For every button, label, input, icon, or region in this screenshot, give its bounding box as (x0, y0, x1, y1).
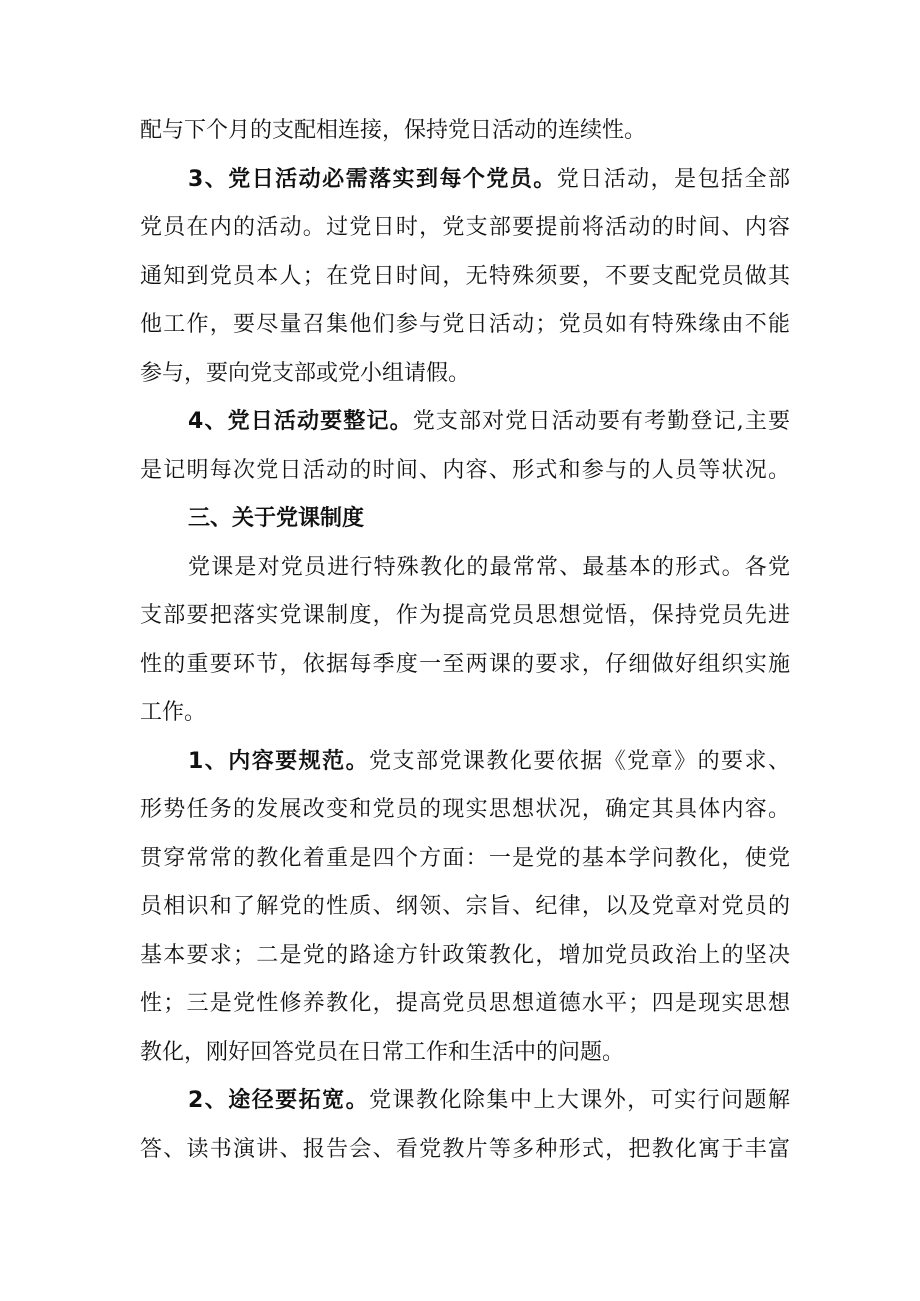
line-text: 教化，刚好回答党员在日常工作和生活中的问题。 (140, 1040, 625, 1065)
paragraph-line (188, 165, 790, 195)
paragraph-line (140, 941, 790, 971)
item-lead: 3、党日活动必需落实到每个党员。 (188, 167, 557, 192)
paragraph-line (140, 892, 790, 922)
paragraph-line (140, 310, 790, 340)
paragraph-line (188, 407, 790, 437)
line-text: 基本要求；二是党的路途方针政策教化，增加党员政治上的坚决 (140, 943, 790, 968)
line-text: 党课教化除集中上大课外，可实行问题解 (369, 1088, 790, 1113)
line-text: 配与下个月的支配相连接，保持党日活动的连续性。 (140, 118, 647, 143)
paragraph-line (140, 795, 790, 825)
paragraph-line (140, 989, 790, 1019)
line-text: 党课是对党员进行特殊教化的最常常、最基本的形式。各党 (188, 555, 790, 580)
paragraph-line (188, 1086, 790, 1116)
line-text: 他工作，要尽量召集他们参与党日活动；党员如有特殊缘由不能 (140, 312, 790, 337)
line-text: 工作。 (140, 700, 207, 725)
paragraph-line (140, 262, 790, 292)
line-text: 形势任务的发展改变和党员的现实思想状况，确定其具体内容。 (140, 797, 790, 822)
heading-text: 三、关于党课制度 (188, 506, 365, 531)
line-text: 是记明每次党日活动的时间、内容、形式和参与的人员等状况。 (140, 458, 790, 483)
line-text: 党日活动，是包括全部 (556, 167, 790, 192)
line-text: 参与，要向党支部或党小组请假。 (140, 361, 471, 386)
paragraph-line (140, 116, 790, 146)
line-text: 党员在内的活动。过党日时，党支部要提前将活动的时间、内容 (140, 215, 790, 240)
paragraph-line (140, 1135, 790, 1165)
line-text: 党支部党课教化要依据《党章》的要求、 (369, 749, 790, 774)
line-text: 性；三是党性修养教化，提高党员思想道德水平；四是现实思想 (140, 991, 790, 1016)
paragraph-line (140, 456, 790, 486)
paragraph-line (140, 213, 790, 243)
paragraph-line (140, 698, 790, 728)
paragraph-line (188, 747, 790, 777)
line-text: 性的重要环节，依据每季度一至两课的要求，仔细做好组织实施 (140, 652, 790, 677)
line-text: 贯穿常常的教化着重是四个方面：一是党的基本学问教化，使党 (140, 846, 790, 871)
paragraph-line (140, 844, 790, 874)
section-heading (188, 504, 790, 534)
item-lead: 1、内容要规范。 (188, 749, 370, 774)
paragraph-line (140, 601, 790, 631)
line-text: 员相识和了解党的性质、纲领、宗旨、纪律，以及党章对党员的 (140, 894, 790, 919)
paragraph-line (140, 359, 790, 389)
line-text: 答、读书演讲、报告会、看党教片等多种形式，把教化寓于丰富 (140, 1137, 790, 1162)
item-lead: 4、党日活动要整记。 (188, 409, 413, 434)
line-text: 通知到党员本人；在党日时间，无特殊须要，不要支配党员做其 (140, 264, 790, 289)
item-lead: 2、途径要拓宽。 (188, 1088, 370, 1113)
paragraph-line (188, 553, 790, 583)
paragraph-line (140, 1038, 790, 1068)
line-text: 党支部对党日活动要有考勤登记,主要 (412, 409, 790, 434)
paragraph-line (140, 650, 790, 680)
line-text: 支部要把落实党课制度，作为提高党员思想觉悟，保持党员先进 (140, 603, 790, 628)
